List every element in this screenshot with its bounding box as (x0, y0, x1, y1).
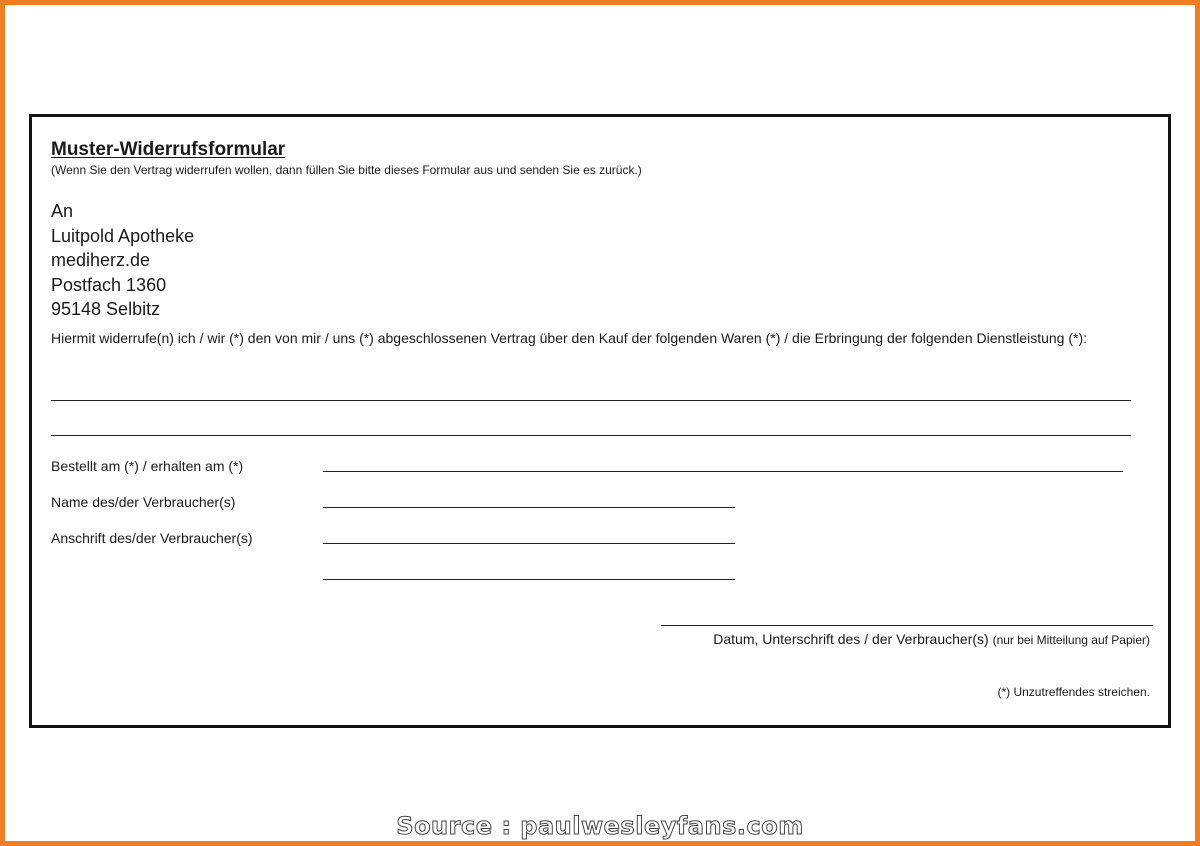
footnote: (*) Unzutreffendes streichen. (997, 685, 1150, 699)
withdrawal-declaration: Hiermit widerrufe(n) ich / wir (*) den von mir / uns (*) abgeschlossenen Vertrag über den Kauf der folgenden Waren (*) / die Erbringung der folgenden Dienstleistung (*): (51, 330, 1087, 346)
recipient-address (51, 199, 194, 322)
address-line-company: Luitpold Apotheke (51, 225, 195, 246)
address-line-city: 95148 Selbitz (51, 299, 161, 319)
source-watermark: Source : paulwesleyfans.com (396, 812, 804, 840)
address-line-to: An (51, 201, 74, 221)
ordered-received-line (323, 471, 1123, 472)
consumer-name-label: Name des/der Verbraucher(s) (51, 494, 236, 510)
consumer-address-label: Anschrift des/der Verbraucher(s) (51, 530, 253, 546)
goods-line-2 (51, 435, 1131, 436)
ordered-received-label: Bestellt am (*) / erhalten am (*) (51, 458, 244, 474)
signature-note: (nur bei Mitteilung auf Papier) (992, 633, 1150, 647)
address-line-pobox: Postfach 1360 (51, 274, 167, 295)
signature-caption-text: Datum, Unterschrift des / der Verbraucher(s) (713, 631, 989, 647)
address-line-website: mediherz.de (51, 250, 151, 270)
withdrawal-form (29, 114, 1171, 728)
goods-line-1 (51, 400, 1131, 401)
form-subtitle: (Wenn Sie den Vertrag widerrufen wollen, dann füllen Sie bitte dieses Formular aus und senden Sie es zurück.) (51, 163, 642, 177)
form-title: Muster-Widerrufsformular (51, 139, 286, 160)
signature-line (661, 625, 1153, 626)
consumer-address-line-2 (323, 579, 735, 580)
signature-caption (713, 631, 1150, 647)
consumer-address-line-1 (323, 543, 735, 544)
consumer-name-line (323, 507, 735, 508)
